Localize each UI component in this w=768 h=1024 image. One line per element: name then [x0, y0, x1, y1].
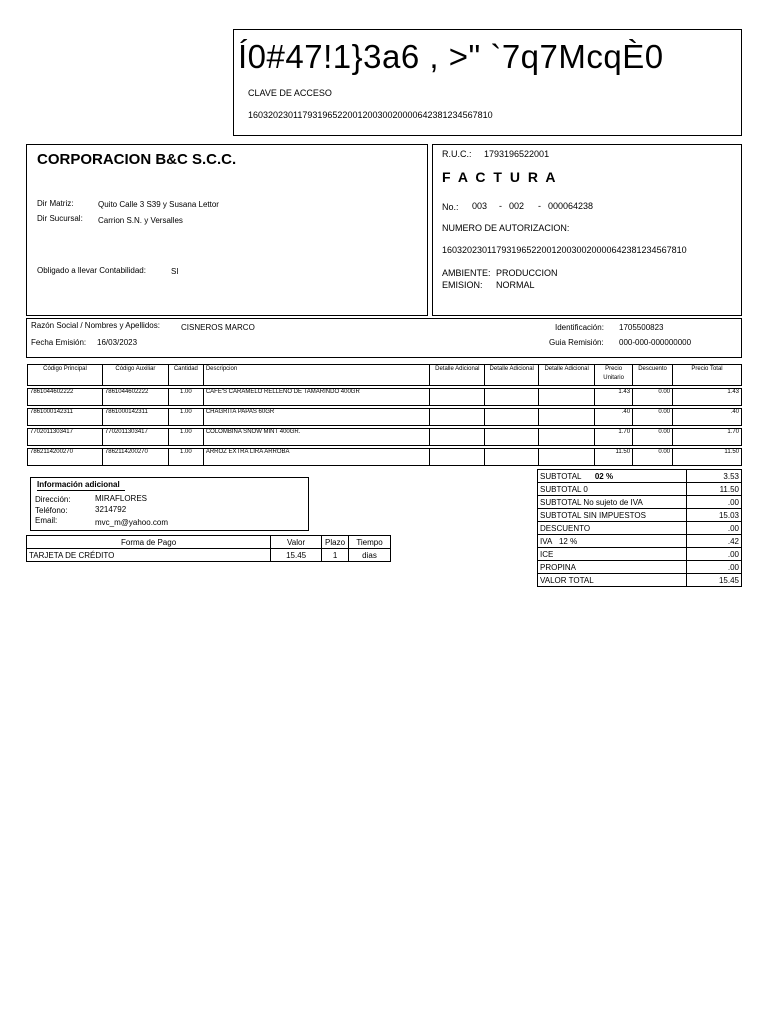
item-cell	[485, 429, 539, 446]
telefono-value: 3214792	[95, 505, 127, 514]
guia-value: 000-000-000000000	[619, 338, 692, 347]
customer-name-value: CISNEROS MARCO	[181, 323, 255, 332]
totals-value: .42	[687, 535, 742, 548]
totals-label: SUBTOTAL 0	[538, 483, 687, 496]
items-header-cell: Descuento	[633, 365, 673, 386]
telefono-label: Teléfono:	[35, 506, 68, 515]
invoice-no-establishment: 003	[472, 201, 488, 211]
item-cell: 7862114200270	[102, 449, 168, 466]
totals-row	[538, 509, 742, 522]
access-key-label: CLAVE DE ACCESO	[248, 88, 332, 98]
totals-row	[538, 548, 742, 561]
payment-header-cell: Plazo	[322, 536, 349, 549]
payment-time: dias	[349, 549, 391, 562]
totals-value: .00	[687, 561, 742, 574]
ruc-value: 1793196522001	[484, 149, 550, 159]
totals-label: PROPINA	[538, 561, 687, 574]
table-row	[28, 429, 742, 446]
totals-row	[538, 561, 742, 574]
totals-value: .00	[687, 496, 742, 509]
item-cell: 7861044602222	[102, 389, 168, 406]
issuer-name: CORPORACION B&C S.C.C.	[37, 151, 237, 168]
payment-method: TARJETA DE CRÉDITO	[27, 549, 271, 562]
item-cell: 7702011303417	[28, 429, 103, 446]
issue-date-label: Fecha Emisión:	[31, 338, 87, 347]
item-cell: 1.00	[168, 429, 203, 446]
totals-label-text: SUBTOTAL	[540, 471, 582, 481]
items-header-cell: Descripcion	[203, 365, 430, 386]
emision-value: NORMAL	[496, 280, 535, 290]
totals-value: 15.03	[687, 509, 742, 522]
invoice-no-sequence: 000064238	[548, 201, 594, 211]
table-row	[28, 389, 742, 406]
invoice-box	[432, 144, 742, 316]
issuer-box	[26, 144, 428, 316]
totals-value: 15.45	[687, 574, 742, 587]
email-label: Email:	[35, 516, 58, 525]
totals-value: .00	[687, 522, 742, 535]
item-cell: CAFE'S CARAMELO RELLENO DE TAMARINDO 400GR	[203, 389, 430, 406]
item-cell	[430, 409, 485, 426]
totals-label: DESCUENTO	[538, 522, 687, 535]
table-row	[28, 409, 742, 426]
items-header-cell: Cantidad	[168, 365, 203, 386]
payment-header-cell: Valor	[271, 536, 322, 549]
item-cell	[485, 449, 539, 466]
item-cell	[485, 409, 539, 426]
dir-sucursal-label: Dir Sucursal:	[37, 214, 83, 223]
payment-value: 15.45	[271, 549, 322, 562]
additional-info-box	[30, 477, 309, 531]
item-cell: 7861000142311	[28, 409, 103, 426]
item-cell: COLOMBINA SNOW MINT 400GR.	[203, 429, 430, 446]
item-cell: 7862114200270	[28, 449, 103, 466]
invoice-no-point: 002	[509, 201, 525, 211]
totals-extra-text: 12 %	[558, 536, 578, 546]
items-header-cell: Código Auxiliar	[102, 365, 168, 386]
items-header-cell: Detalle Adicional	[430, 365, 485, 386]
totals-label-text: IVA	[540, 536, 553, 546]
item-cell: 7861000142311	[102, 409, 168, 426]
item-cell: 0.00	[633, 389, 673, 406]
item-cell: 7861044602222	[28, 389, 103, 406]
customer-id-label: Identificación:	[555, 323, 604, 332]
items-header-cell: Código Principal	[28, 365, 103, 386]
direccion-value: MIRAFLORES	[95, 494, 148, 503]
item-cell: ARROZ EXTRA LIRA ARROBA	[203, 449, 430, 466]
invoice-title: F A C T U R A	[442, 169, 558, 185]
payment-header-cell: Tiempo	[349, 536, 391, 549]
payment-term: 1	[322, 549, 349, 562]
items-header-cell: Precio Unitario	[595, 365, 633, 386]
item-cell: 11.50	[673, 449, 742, 466]
items-header-cell: Precio Total	[673, 365, 742, 386]
item-cell	[485, 389, 539, 406]
ambiente-value: PRODUCCION	[496, 268, 558, 278]
customer-box	[26, 318, 742, 358]
items-header-cell: Detalle Adicional	[485, 365, 539, 386]
invoice-no-label: No.:	[442, 202, 459, 212]
ambiente-label: AMBIENTE:	[442, 268, 491, 278]
auth-value: 1603202301179319652200120030020000642381234567810	[442, 245, 687, 255]
item-cell: 1.00	[168, 389, 203, 406]
payment-header-cell: Forma de Pago	[27, 536, 271, 549]
item-cell	[539, 429, 595, 446]
item-cell: .40	[595, 409, 633, 426]
customer-id-value: 1705500823	[619, 323, 664, 332]
totals-row	[538, 574, 742, 587]
auth-label: NUMERO DE AUTORIZACION:	[442, 223, 570, 233]
item-cell: 1.00	[168, 449, 203, 466]
invoice-no-dash-2: -	[538, 201, 541, 211]
totals-value: .00	[687, 548, 742, 561]
item-cell: 11.50	[595, 449, 633, 466]
totals-label: SUBTOTAL No sujeto de IVA	[538, 496, 687, 509]
dir-sucursal-value: Carrion S.N. y Versalles	[98, 216, 183, 225]
dir-matriz-label: Dir Matriz:	[37, 199, 74, 208]
payment-table	[26, 535, 391, 562]
totals-row	[538, 496, 742, 509]
table-row	[27, 549, 391, 562]
totals-value: 11.50	[687, 483, 742, 496]
item-cell	[539, 449, 595, 466]
totals-row	[538, 470, 742, 483]
email-value: mvc_m@yahoo.com	[95, 518, 169, 527]
item-cell	[539, 409, 595, 426]
obligado-value: SI	[171, 267, 179, 276]
item-cell: 1.00	[168, 409, 203, 426]
customer-name-label: Razón Social / Nombres y Apellidos:	[31, 321, 160, 330]
totals-row	[538, 535, 742, 548]
obligado-label: Obligado a llevar Contabilidad:	[37, 266, 146, 275]
totals-label: VALOR TOTAL	[538, 574, 687, 587]
dir-matriz-value: Quito Calle 3 S39 y Susana Lettor	[98, 200, 219, 209]
item-cell: 1.70	[595, 429, 633, 446]
item-cell: 7702011303417	[102, 429, 168, 446]
items-table	[27, 364, 742, 466]
access-key-value: 1603202301179319652200120030020000642381234567810	[248, 110, 493, 120]
invoice-no-dash-1: -	[499, 201, 502, 211]
item-cell: 0.00	[633, 429, 673, 446]
emision-label: EMISION:	[442, 280, 483, 290]
totals-label: SUBTOTAL SIN IMPUESTOS	[538, 509, 687, 522]
additional-info-divider	[37, 490, 125, 491]
item-cell	[539, 389, 595, 406]
item-cell: 0.00	[633, 449, 673, 466]
item-cell: 1.43	[595, 389, 633, 406]
guia-label: Guia Remisión:	[549, 338, 604, 347]
items-header-row	[28, 365, 742, 386]
item-cell: 1.70	[673, 429, 742, 446]
issue-date-value: 16/03/2023	[97, 338, 138, 347]
items-header-cell: Detalle Adicional	[539, 365, 595, 386]
totals-row	[538, 522, 742, 535]
totals-label: ICE	[538, 548, 687, 561]
access-key-box	[233, 29, 742, 136]
item-cell	[430, 429, 485, 446]
totals-extra-text: 02 %	[594, 471, 614, 481]
item-cell: .40	[673, 409, 742, 426]
barcode-text: Í0#47!1}3a6 , >" `7q7McqÈ0	[238, 38, 664, 75]
totals-label	[538, 470, 687, 483]
table-row	[28, 449, 742, 466]
item-cell: CHAGRITA PAPAS 60GR	[203, 409, 430, 426]
additional-info-title: Información adicional	[37, 480, 120, 489]
totals-label	[538, 535, 687, 548]
item-cell	[430, 449, 485, 466]
totals-table	[537, 469, 742, 587]
ruc-label: R.U.C.:	[442, 149, 472, 159]
item-cell: 0.00	[633, 409, 673, 426]
totals-row	[538, 483, 742, 496]
payment-header-row	[27, 536, 391, 549]
totals-value: 3.53	[687, 470, 742, 483]
direccion-label: Dirección:	[35, 495, 71, 504]
item-cell	[430, 389, 485, 406]
item-cell: 1.43	[673, 389, 742, 406]
